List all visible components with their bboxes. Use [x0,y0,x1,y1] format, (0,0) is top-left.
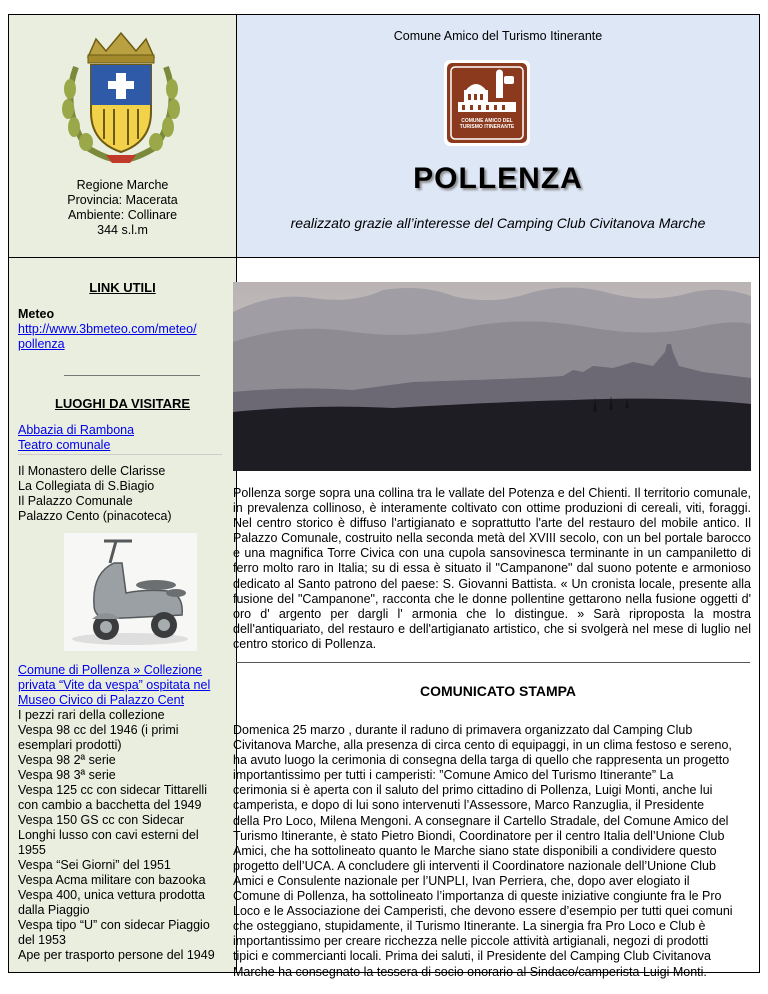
environment-line: Ambiente: Collinare [67,208,178,222]
collection-line: 1955 [18,843,46,857]
press-heading: COMUNICATO STAMPA [419,683,577,699]
press-line: Civitanova Marche, alla presenza di circa cento di equipaggi, in un clima festoso e sereno, [233,738,732,753]
museum-link-line[interactable]: Comune di Pollenza » Collezione [18,663,203,677]
press-line: importantissimo per tutti i camperisti: ”Comune Amico del Turismo Itinerante” La [233,768,674,783]
vespa-photo [64,533,197,651]
press-release [233,723,755,980]
places-list [18,464,230,524]
town-description: Pollenza sorge sopra una collina tra le vallate del Potenza e del Chienti. Il territorio comunale, in prevalenza collinoso, è interamente coltivato con ottime produzioni di cereali, viti, foraggi. Nel centro storico è diffuso l'artigianato e soprattutto l'arte del restauro del mobile antico. Il Palazzo Comunale, costruito nella seconda metà del XVIII secolo, con un bel portale barocco e una magnifica Torre Civica con una cupola sansovinesca terminante in un campaniletto di ferro molto raro in Italia; su di essa è situato il "Campanone" dal suono potente e armonioso dedicato al Santo patrono del paese: S. Giovanni Battista. « Un cronista locale, presente alla fusione del "Campanone", racconta che le donne pollentine gettarono nella fusione oggetti d' oro d' argento per dargli l' armonia che lo distingue. » Sarà riproposta la mostra dell'antiquariato, del restauro e dell'artigianato artistico, che si svolgerà nel mese di luglio nel centro storico di Pollenza. [233,486,751,651]
place-item: Il Palazzo Comunale [18,494,133,508]
press-line: Turismo Itinerante, è stato Pietro Biondi, Coordinatore per il centro Italia dell’Unione Club [233,828,725,843]
altitude-line: 344 s.l.m [97,223,148,237]
museum-link-line[interactable]: privata “Vite da vespa” ospitata nel [18,678,211,692]
press-line: progetto dell’UCA. A concludere gli interventi il Coordinatore nazionale dell’Unione Club [233,858,716,873]
collection-line: Vespa “Sei Giorni” del 1951 [18,858,171,872]
press-line: che osteggiano, stupidamente, il Turismo Itinerante. La sinergia fra Pro Loco e Club è [233,919,706,934]
press-line: della Pro Loco, Milena Mengoni. A consegnare il Cartello Stradale, del Comune Amico del [233,813,729,828]
place-item: Il Monastero delle Clarisse [18,464,166,478]
press-line: Amici e Consulente nazionale per l’UNPLI, Ivan Perriera, che, dopo aver elogiato il [233,873,690,888]
places-heading: LUOGHI DA VISITARE [54,396,191,411]
coat-of-arms-icon [56,27,186,167]
collection-line: Longhi lusso con cavi esterni del [18,828,199,842]
collection-line: Vespa Acma militare con bazooka [18,873,206,887]
place-item: Palazzo Cento (pinacoteca) [18,509,172,523]
press-line: camperista, e dopo di lui sono intervenuti l’Assessore, Marco Ranzuglia, il Presidente [233,798,705,813]
places-links [18,423,230,453]
page-subtitle: realizzato grazie all’interesse del Camping Club Civitanova Marche [290,215,706,231]
badge-line-1: COMUNE AMICO DEL [461,118,513,124]
collection-line: Ape per trasporto persone del 1949 [18,948,215,962]
collection-line: dalla Piaggio [18,903,90,917]
collection-line: Vespa tipo “U” con sidecar Piaggio [18,918,210,932]
abbazia-link[interactable]: Abbazia di Rambona [18,423,135,437]
camper-friendly-badge-icon [444,60,530,146]
meteo-label: Meteo [18,307,55,321]
region-info [8,178,237,238]
collection-line: Vespa 98 2ª serie [18,753,116,767]
collection-line: Vespa 150 GS cc con Sidecar [18,813,185,827]
press-line: Amici, che ha sottolineato quanto le Marche siano state disponibili a condividere questo [233,843,717,858]
town-landscape-photo [233,282,751,471]
collection-line: Vespa 125 cc con sidecar Tittarelli [18,783,207,797]
place-item: La Collegiata di S.Biagio [18,479,155,493]
museum-link[interactable] [18,663,230,708]
page-title: POLLENZA [413,162,583,195]
press-line: Marche ha consegnato la tessera di socio onorario al Sindaco/camperista Luigi Monti. [233,964,707,979]
collection-line: esemplari prodotti) [18,738,122,752]
meteo-link-line-2[interactable]: pollenza [18,337,65,351]
links-heading: LINK UTILI [89,280,156,295]
press-line: Loco e le Associazione dei Camperisti, che devono essere d’esempio per tutti quei comuni [233,904,733,919]
sidebar-divider [64,375,200,376]
collection-line: con cambio a bacchetta del 1949 [18,798,202,812]
badge-line-2: TURISMO ITINERANTE [459,124,515,130]
meteo-link[interactable] [18,322,230,352]
museum-collection-list [18,708,230,963]
press-line: ha avuto luogo la cerimonia di consegna della targa di quello che rappresenta un progetto [233,753,730,768]
collection-line: del 1953 [18,933,66,947]
header-caption: Comune Amico del Turismo Itinerante [393,29,603,43]
collection-line: Vespa 98 3ª serie [18,768,116,782]
region-line: Regione Marche [76,178,169,192]
press-line: cerimonia si è aperta con il saluto del primo cittadino di Pollenza, Luigi Monti, anche lui [233,783,713,798]
section-divider [236,662,750,663]
press-line: Comune di Pollenza, ha sottolineato l’importanza di queste iniziative congiunte fra le Pro [233,889,722,904]
press-line: importantissimo per creare ricchezza nelle piccole attività artigianali, negozi di prodotti [233,934,709,949]
places-divider [18,454,222,455]
meteo-link-line-1[interactable]: http://www.3bmeteo.com/meteo/ [18,322,197,336]
museum-link-line[interactable]: Museo Civico di Palazzo Cent [18,693,185,707]
collection-line: Vespa 98 cc del 1946 (i primi [18,723,179,737]
teatro-link[interactable]: Teatro comunale [18,438,111,452]
collection-line: Vespa 400, unica vettura prodotta [18,888,205,902]
press-line: tipici e commercianti locali. Prima dei saluti, il Presidente del Camping Club Civitanova [233,949,711,964]
press-line: Domenica 25 marzo , durante il raduno di primavera organizzato dal Camping Club [233,723,693,737]
collection-line: I pezzi rari della collezione [18,708,165,722]
province-line: Provincia: Macerata [67,193,178,207]
